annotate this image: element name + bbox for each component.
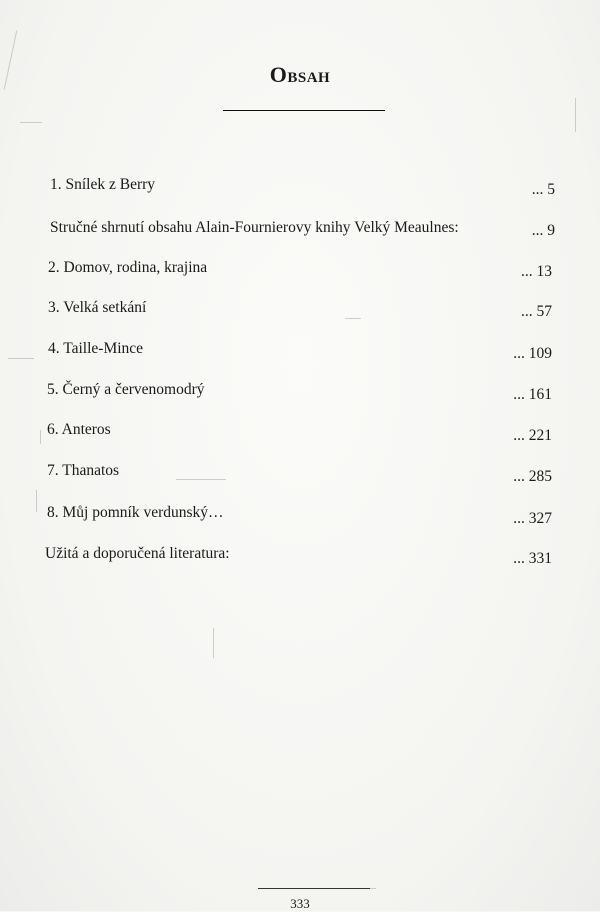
toc-entry-label: 4. Taille-Mince <box>48 340 144 357</box>
toc-entry-page: ... 5 <box>531 181 555 198</box>
page-title: Obsah <box>269 62 331 87</box>
toc-entry-page: ... 331 <box>513 550 552 567</box>
toc-entry-label: 8. Můj pomník verdunský… <box>47 504 224 521</box>
toc-entry-label: Užitá a doporučená literatura: <box>45 545 230 562</box>
toc-entry-label: 6. Anteros <box>47 421 111 438</box>
toc-entry-label: 2. Domov, rodina, krajina <box>48 259 208 276</box>
footer-rule <box>258 888 370 889</box>
toc-entry-page: ... 109 <box>513 345 552 362</box>
toc-entry-page: ... 221 <box>513 427 552 444</box>
toc-entry-label: 1. Snílek z Berry <box>50 176 156 193</box>
toc-entry-page: ... 57 <box>521 303 552 320</box>
toc-entry-page: ... 13 <box>521 263 552 280</box>
page-number: 333 <box>290 896 310 911</box>
toc-entry-label: Stručné shrnutí obsahu Alain-Fournierovy knihy Velký Meaulnes: <box>50 219 459 236</box>
toc-entry-label: 3. Velká setkání <box>48 299 147 316</box>
toc-entry-label: 5. Černý a červenomodrý <box>47 381 205 398</box>
toc-entry-page: ... 327 <box>513 510 552 527</box>
toc-entry-label: 7. Thanatos <box>47 462 120 479</box>
toc-entry-page: ... 9 <box>531 222 555 239</box>
toc-entry-page: ... 161 <box>513 386 552 403</box>
toc-entry-page: ... 285 <box>513 468 552 485</box>
